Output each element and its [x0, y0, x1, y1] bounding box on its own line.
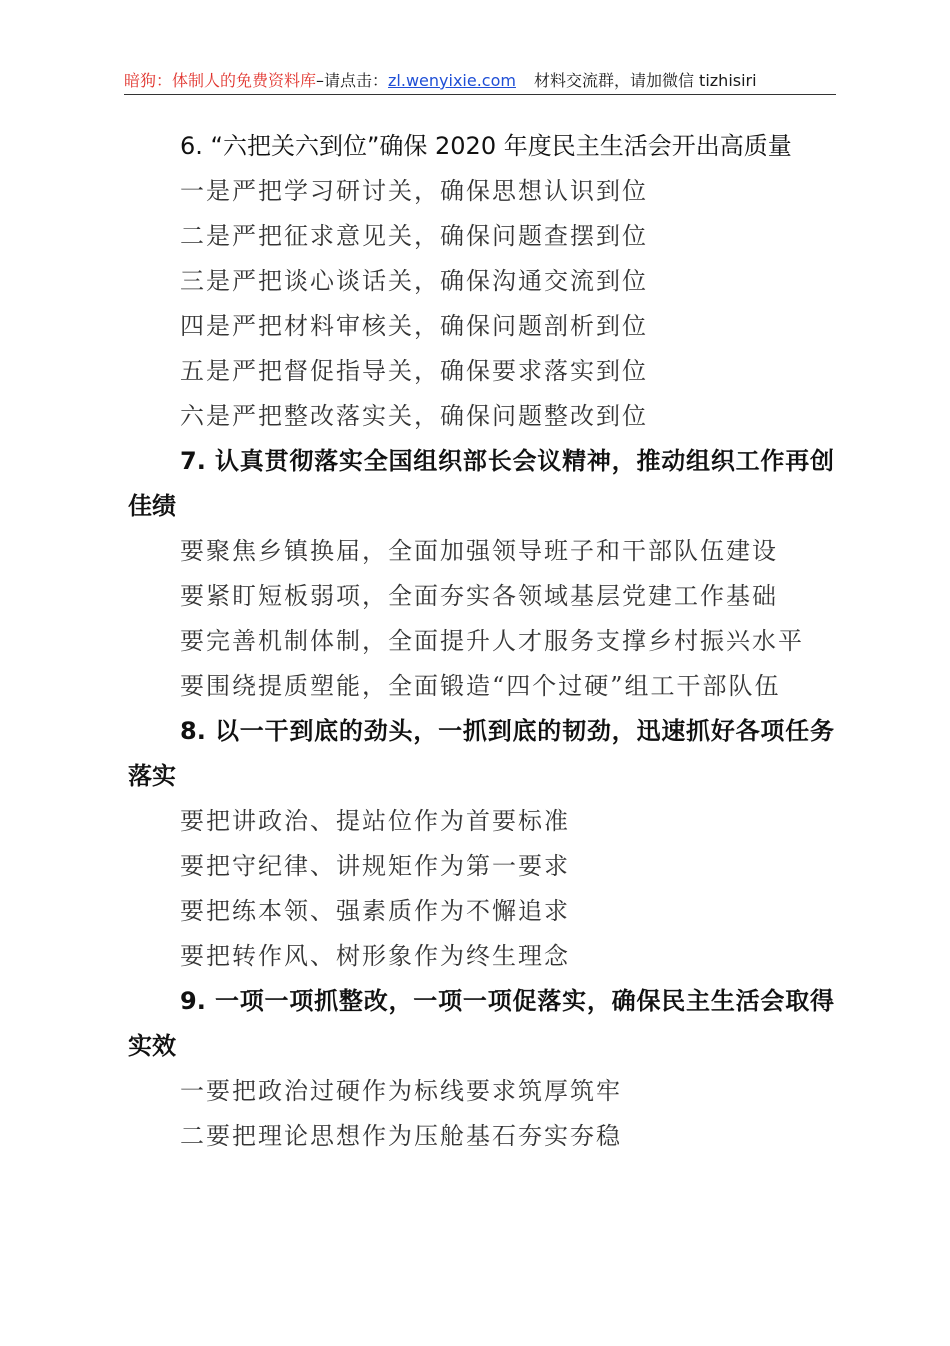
list-item: 要把转作风、树形象作为终生理念 — [180, 942, 570, 970]
header-prompt: –请点击： — [316, 71, 389, 90]
section-heading: 8. 以一干到底的劲头，一抓到底的韧劲，迅速抓好各项任务落实 — [128, 717, 834, 790]
list-item: 四是严把材料审核关，确保问题剖析到位 — [180, 312, 648, 340]
list-item: 要围绕提质塑能，全面锻造“四个过硬”组工干部队伍 — [180, 672, 781, 700]
list-item: 要聚焦乡镇换届，全面加强领导班子和干部队伍建设 — [180, 537, 778, 565]
header-link[interactable]: zl.wenyixie.com — [388, 71, 516, 90]
section-heading: 7. 认真贯彻落实全国组织部长会议精神，推动组织工作再创佳绩 — [128, 447, 834, 520]
list-item: 五是严把督促指导关，确保要求落实到位 — [180, 357, 648, 385]
section-heading: 6. “六把关六到位”确保 2020 年度民主生活会开出高质量 — [180, 132, 792, 160]
list-item: 二要把理论思想作为压舱基石夯实夯稳 — [180, 1122, 622, 1150]
list-item: 一要把政治过硬作为标线要求筑厚筑牢 — [180, 1077, 622, 1105]
list-item: 要完善机制体制，全面提升人才服务支撑乡村振兴水平 — [180, 627, 804, 655]
header-contact: 材料交流群，请加微信 tizhisiri — [533, 71, 757, 90]
page-header — [124, 68, 836, 94]
list-item: 一是严把学习研讨关，确保思想认识到位 — [180, 177, 648, 205]
section-heading: 9. 一项一项抓整改，一项一项促落实，确保民主生活会取得实效 — [128, 987, 834, 1060]
list-item: 二是严把征求意见关，确保问题查摆到位 — [180, 222, 648, 250]
list-item: 要把守纪律、讲规矩作为第一要求 — [180, 852, 570, 880]
header-brand: 暗狗：体制人的免费资料库 — [124, 71, 317, 90]
list-item: 要紧盯短板弱项，全面夯实各领域基层党建工作基础 — [180, 582, 778, 610]
document-body — [128, 124, 834, 1159]
list-item: 三是严把谈心谈话关，确保沟通交流到位 — [180, 267, 648, 295]
header-divider — [124, 94, 836, 95]
list-item: 要把讲政治、提站位作为首要标准 — [180, 807, 570, 835]
list-item: 要把练本领、强素质作为不懈追求 — [180, 897, 570, 925]
list-item: 六是严把整改落实关，确保问题整改到位 — [180, 402, 648, 430]
